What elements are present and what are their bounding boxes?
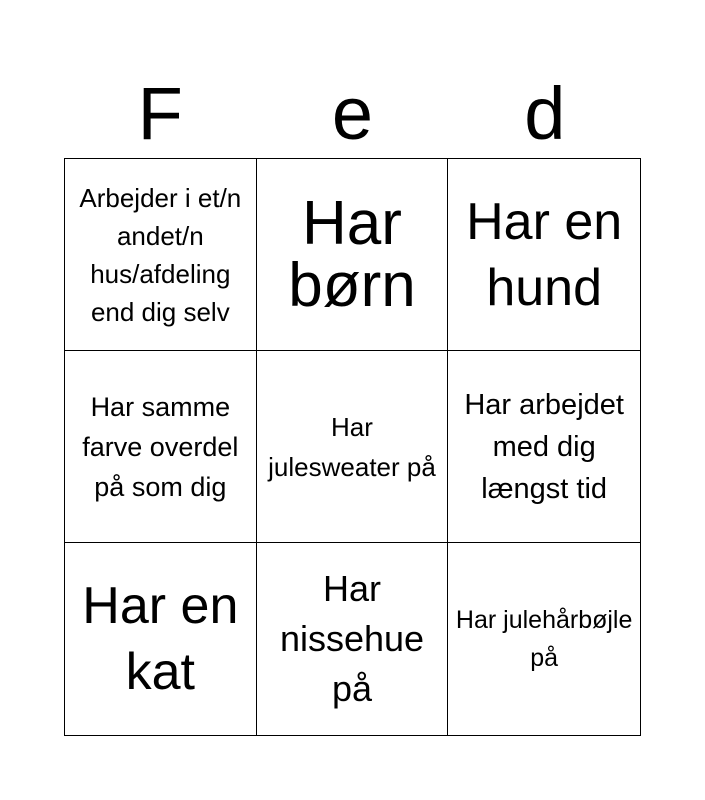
- bingo-cell-8[interactable]: [257, 543, 449, 735]
- bingo-cell-text: Har samme farve overdel på som dig: [82, 391, 239, 502]
- bingo-cell-text: Arbejder i et/n andet/n hus/afdeling end dig selv: [79, 182, 242, 327]
- header-letter-3: d: [524, 72, 566, 155]
- bingo-cell-text: Har en hund: [466, 192, 623, 317]
- bingo-cell-text: Har julesweater på: [268, 411, 436, 482]
- bingo-cell-5[interactable]: [257, 351, 449, 543]
- bingo-cell-text: Har børn: [288, 188, 416, 320]
- bingo-cell-3[interactable]: [448, 159, 640, 351]
- bingo-cell-7[interactable]: [65, 543, 257, 735]
- bingo-cell-2[interactable]: [257, 159, 449, 351]
- bingo-cell-4[interactable]: [65, 351, 257, 543]
- bingo-cell-6[interactable]: [448, 351, 640, 543]
- bingo-header: [64, 70, 641, 158]
- header-letter-2: e: [331, 72, 374, 155]
- header-letter-1: F: [137, 72, 183, 155]
- bingo-grid: [64, 158, 641, 736]
- bingo-cell-text: Har arbejdet med dig længst tid: [464, 388, 624, 505]
- bingo-cell-text: Har nissehue på: [279, 568, 425, 709]
- bingo-cell-1[interactable]: [65, 159, 257, 351]
- bingo-cell-text: Har en kat: [82, 577, 239, 701]
- bingo-cell-9[interactable]: [448, 543, 640, 735]
- bingo-cell-text: Har julehårbøjle på: [455, 606, 633, 672]
